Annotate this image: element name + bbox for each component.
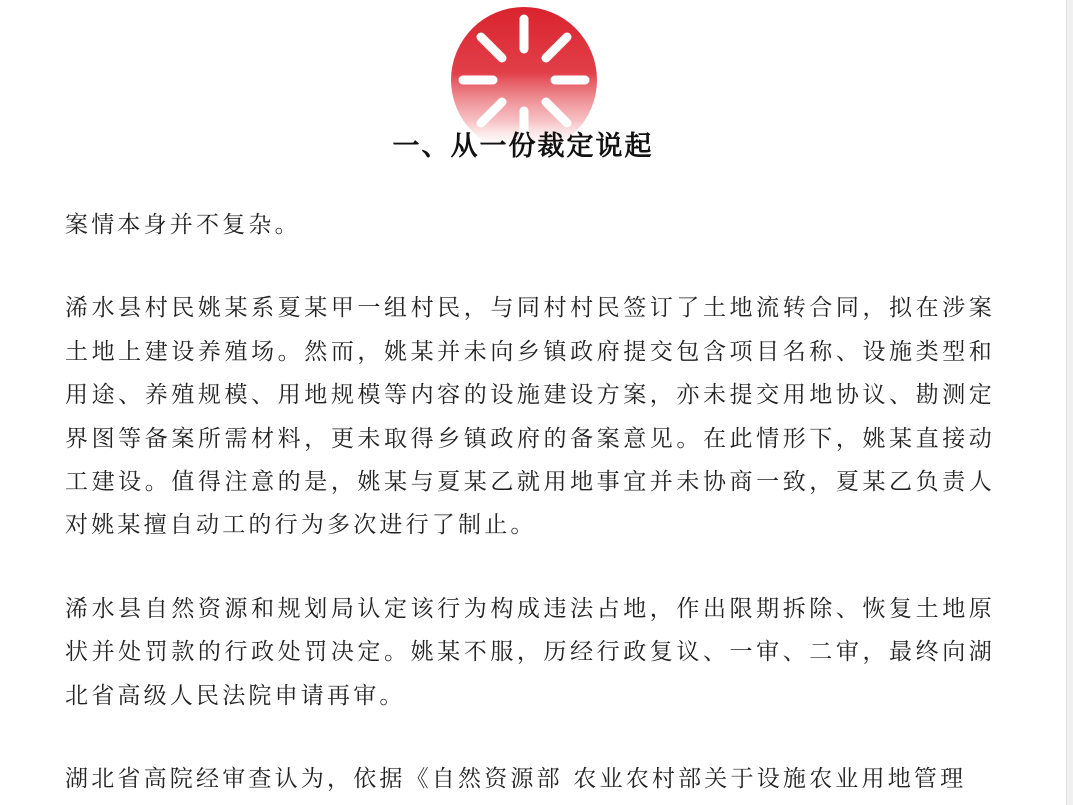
page-edge-scrollbar[interactable] (1066, 0, 1073, 805)
section-title: 一、从一份裁定说起 (392, 131, 654, 162)
paragraph-1: 案情本身并不复杂。 (65, 212, 301, 238)
paragraph-4: 湖北省高院经审查认为，依据《自然资源部 农业农村部关于设施农业用地管理 (65, 766, 967, 793)
paragraph-3: 浠水县自然资源和规划局认定该行为构成违法占地，作出限期拆除、恢复土地原状并处罚款的行政处罚决定。姚某不服，历经行政复议、一审、二审，最终向湖北省高级人民法院申请再审。 (65, 595, 995, 709)
article-body (65, 204, 995, 805)
paragraph-2: 浠水县村民姚某系夏某甲一组村民，与同村村民签订了土地流转合同，拟在涉案土地上建设养殖场。然而，姚某并未向乡镇政府提交包含项目名称、设施类型和用途、养殖规模、用地规模等内容的设施建设方案，亦未提交用地协议、勘测定界图等备案所需材料，更未取得乡镇政府的备案意见。在此情形下，姚某直接动工建设。值得注意的是，姚某与夏某乙就用地事宜并未协商一致，夏某乙负责人对姚某擅自动工的行为多次进行了制止。 (65, 295, 995, 539)
